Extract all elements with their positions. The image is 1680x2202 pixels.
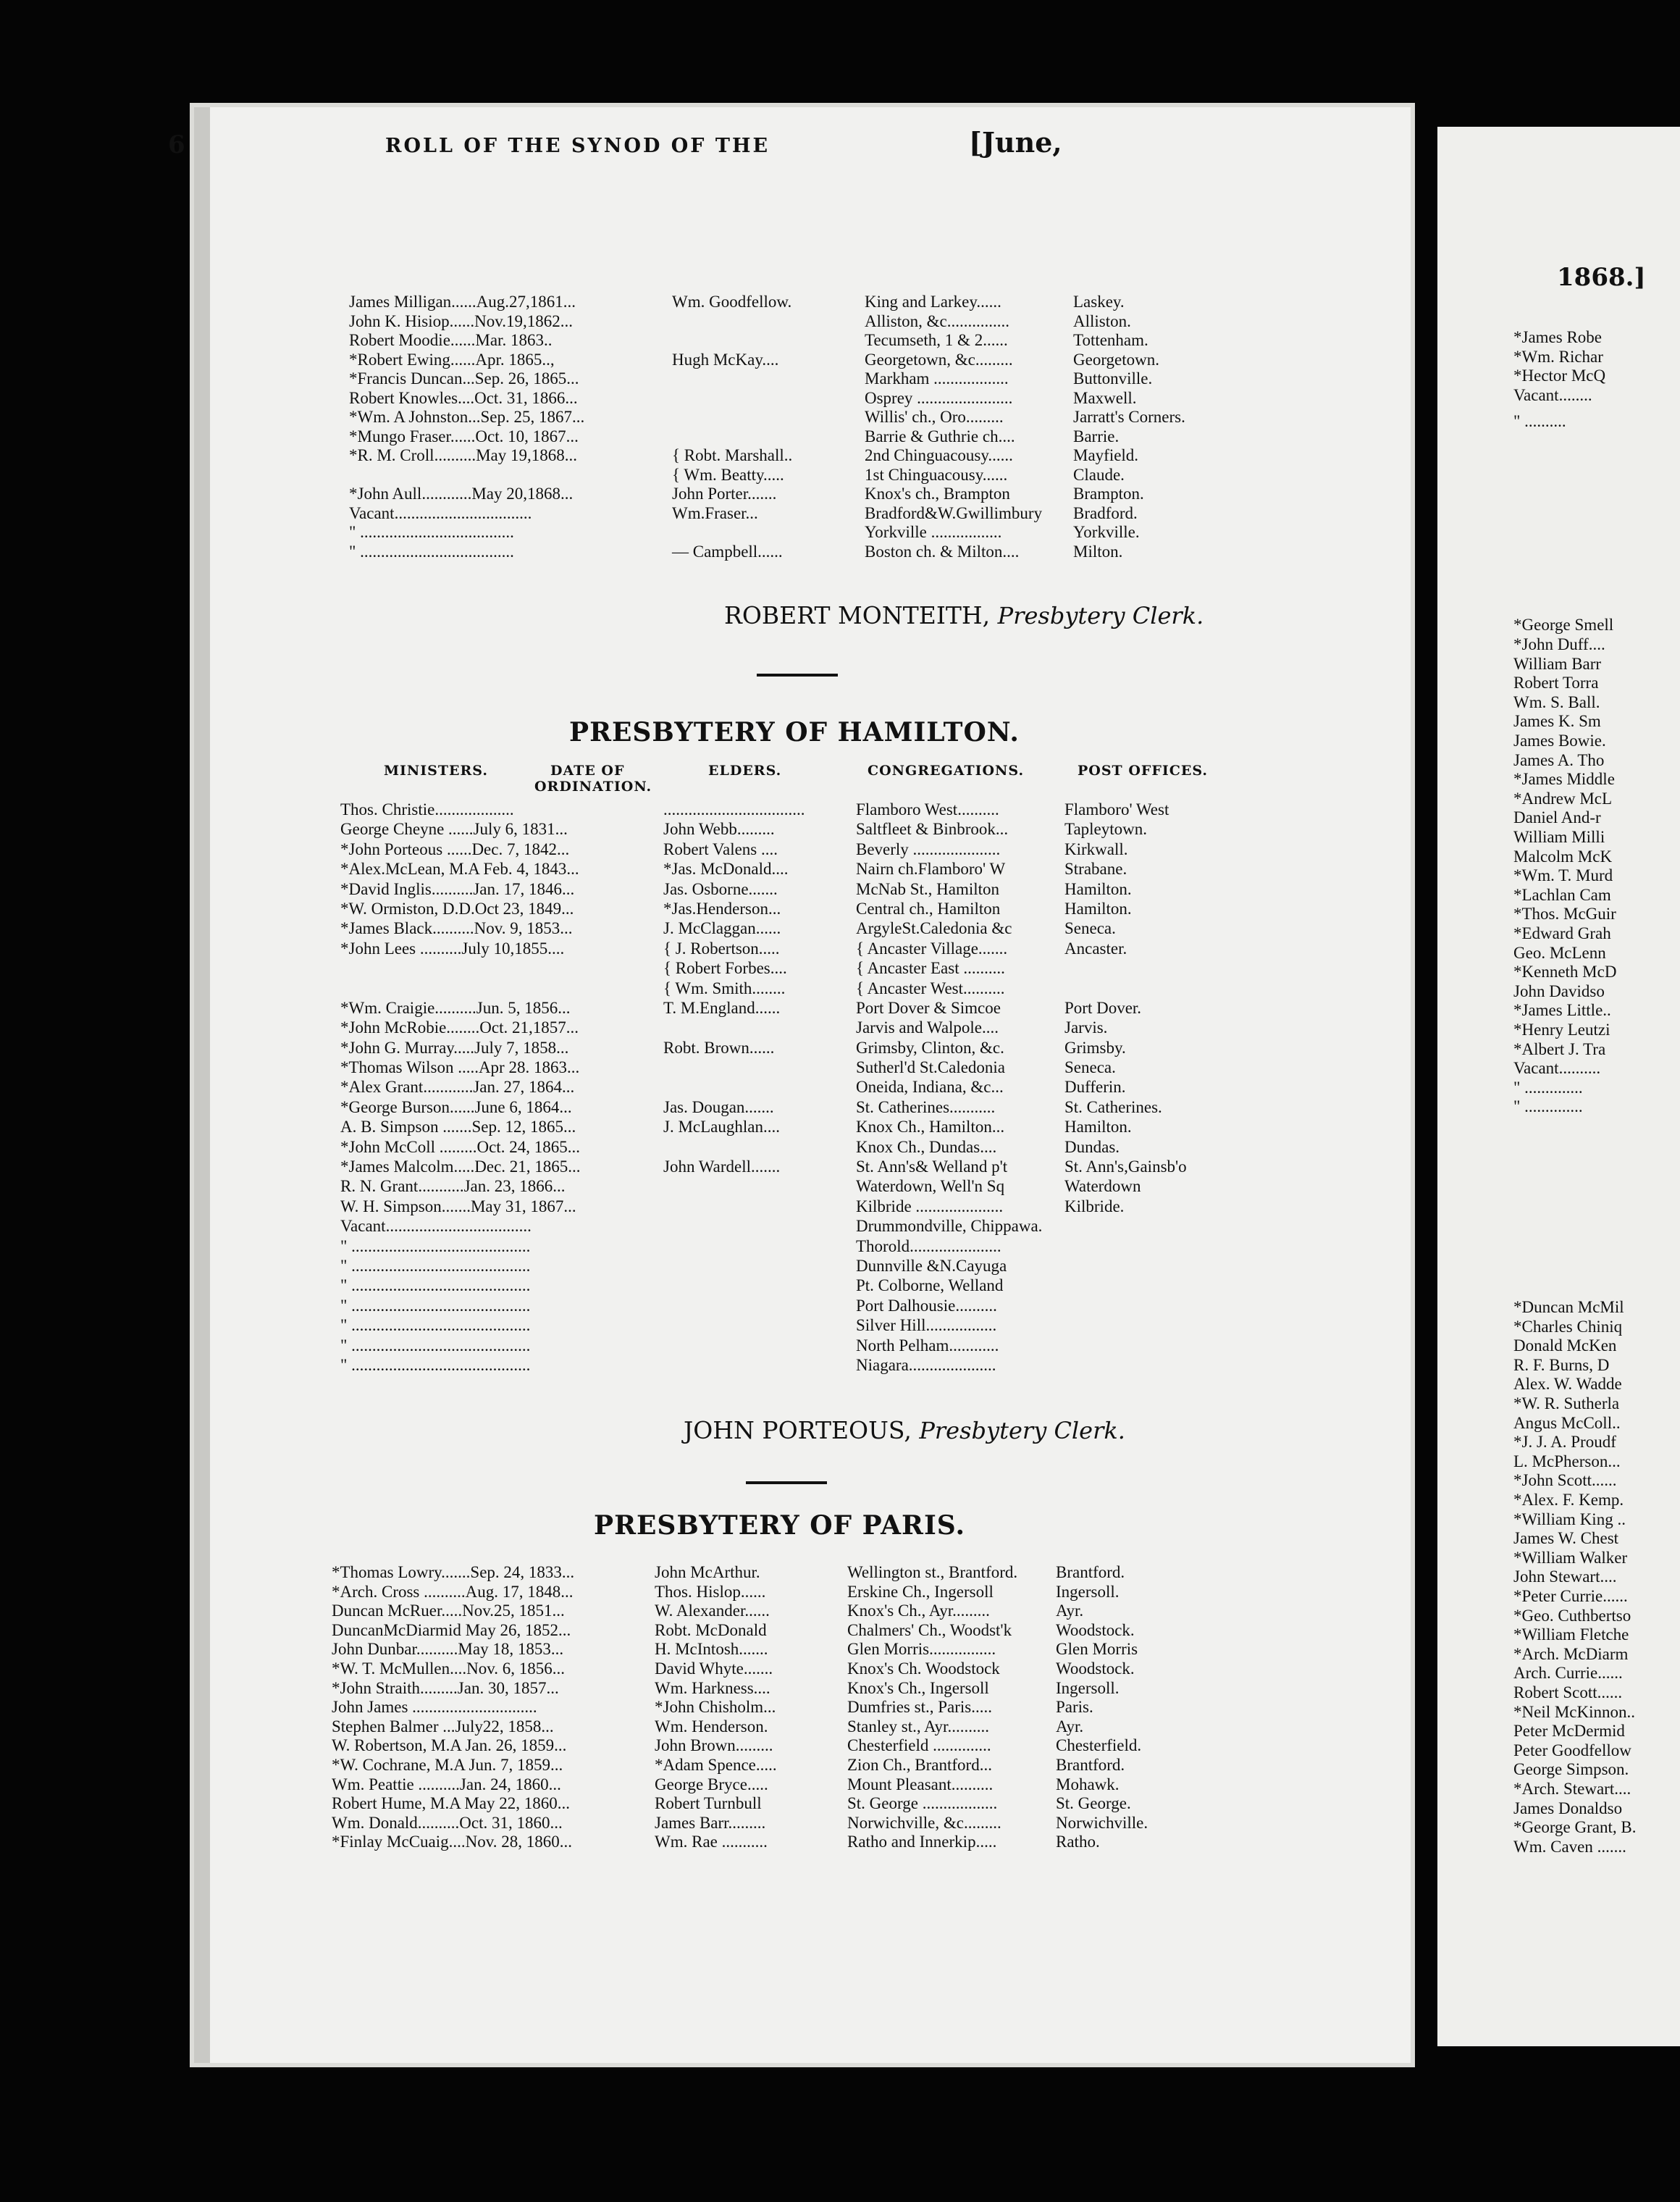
minister: *John McRobie........Oct. 21,1857... [340,1018,579,1037]
minister: Duncan McRuer.....Nov.25, 1851... [332,1602,565,1620]
minister: " ..................................... [349,523,514,541]
minister: *Mungo Fraser......Oct. 10, 1867... [349,427,579,445]
minister: *John Lees ..........July 10,1855.... [340,939,565,958]
minister: " ..................................... [349,542,514,561]
minister: *Arch. Cross ..........Aug. 17, 1848... [332,1582,574,1601]
minister: *John Porteous ......Dec. 7, 1842... [340,840,570,858]
post-office: Claude. [1073,465,1125,484]
congregation: Alliston, &c............... [865,311,1009,330]
congregation: Knox's Ch., Ingersoll [847,1678,989,1697]
post-office: Kilbride. [1064,1197,1125,1215]
post-office: St. George. [1056,1794,1131,1813]
post-office: Paris. [1056,1698,1093,1717]
col-elders: ELDERS. [708,763,782,779]
entry-text: *John Duff.... [1513,635,1605,653]
entry-text: John Davidso [1513,981,1605,1000]
post-office: Hamilton. [1064,879,1132,898]
elder: John Brown......... [655,1736,773,1755]
elder: Jas. Dougan....... [663,1097,774,1116]
right-page-header: 1868.] [1557,263,1646,292]
congregation: Wellington st., Brantford. [847,1563,1018,1581]
congregation: Knox's ch., Brampton [865,485,1010,503]
congregation: St. George .................. [847,1794,998,1813]
entry-text: *George Smell [1513,616,1614,635]
congregation: Niagara..................... [856,1355,996,1374]
post-office: Hamilton. [1064,1118,1132,1136]
entry-text: Daniel And-r [1513,808,1601,827]
entry-text: *Wm. T. Murd [1513,866,1613,885]
minister: John K. Hisiop......Nov.19,1862... [349,311,574,330]
entry-text: *John Scott...... [1513,1471,1617,1490]
post-office: Kirkwall. [1064,840,1128,858]
elder: *Jas.Henderson... [663,899,781,918]
elder: *John Chisholm... [655,1698,776,1717]
entry-text: Robert Torra [1513,674,1599,692]
page-gutter [194,107,210,2063]
congregation: Markham .................. [865,369,1009,388]
minister: *Finlay McCuaig....Nov. 28, 1860... [332,1833,572,1851]
entry-text: *James Middle [1513,770,1615,789]
post-office: Brampton. [1073,485,1144,503]
elder: John McArthur. [655,1563,760,1581]
post-office: St. Ann's,Gainsb'o [1064,1157,1187,1176]
elder: .................................. [663,800,805,819]
post-office: Buttonville. [1073,369,1153,388]
post-office: Grimsby. [1064,1038,1126,1057]
congregation: Chalmers' Ch., Woodst'k [847,1620,1012,1639]
congregation: Zion Ch., Brantford... [847,1755,992,1774]
entry-text: *Thos. McGuir [1513,905,1616,924]
congregation: St. Catherines........... [856,1097,996,1116]
col-date-2: ORDINATION. [534,779,652,795]
col-post-offices: POST OFFICES. [1078,763,1208,779]
congregation: Knox's Ch. Woodstock [847,1659,1000,1678]
post-office: Alliston. [1073,311,1131,330]
elder: John Wardell....... [663,1157,781,1176]
congregation: Barrie & Guthrie ch.... [865,427,1015,445]
entry-text: *Wm. Richar [1513,347,1603,366]
post-office: Brantford. [1056,1755,1125,1774]
entry-text: *J. J. A. Proudf [1513,1433,1616,1452]
entry-text: *Andrew McL [1513,789,1613,808]
elder: George Bryce..... [655,1775,768,1793]
congregation: Central ch., Hamilton [856,899,1001,918]
entry-text: *William Walker [1513,1548,1628,1567]
minister: " ........................................... [340,1296,531,1315]
elder: James Barr......... [655,1813,766,1832]
congregation: { Ancaster West.......... [856,979,1005,997]
congregation: Bradford&W.Gwillimbury [865,503,1043,522]
entry-text: Peter McDermid [1513,1722,1625,1741]
congregation: Chesterfield .............. [847,1736,991,1755]
minister: " ........................................... [340,1316,531,1335]
congregation: Waterdown, Well'n Sq [856,1177,1005,1196]
entry-text: *Edward Grah [1513,924,1611,942]
col-ministers: MINISTERS. [384,763,488,779]
post-office: Brantford. [1056,1563,1125,1581]
minister: *James Black..........Nov. 9, 1853... [340,919,573,938]
post-office: Ingersoll. [1056,1678,1120,1697]
post-office: Jarratt's Corners. [1073,408,1185,426]
elder: { Wm. Smith........ [663,979,786,997]
elder: J. McLaughlan.... [663,1118,780,1136]
post-office: Hamilton. [1064,899,1132,918]
minister: *Wm. A Johnston...Sep. 25, 1867... [349,408,585,426]
entry-text: *James Robe [1513,328,1603,346]
minister: " ........................................... [340,1336,531,1355]
minister: *W. Ormiston, D.D.Oct 23, 1849... [340,899,574,918]
congregation: Drummondville, Chippawa. [856,1217,1043,1236]
entry-text: William Milli [1513,828,1605,846]
entry-text: Robert Scott...... [1513,1683,1623,1701]
congregation: Yorkville ................. [865,523,1002,541]
post-office: Mayfield. [1073,446,1139,464]
entry-text: *George Grant, B. [1513,1818,1637,1837]
post-office: Flamboro' West [1064,800,1169,819]
entry-text: Wm. S. Ball. [1513,692,1600,711]
minister: Vacant................................. [349,503,532,522]
congregation: Mount Pleasant.......... [847,1775,994,1793]
entry-text: *William Fletche [1513,1625,1629,1644]
post-office: Barrie. [1073,427,1120,445]
book-page-right [1437,127,1680,2046]
entry-text: James K. Sm [1513,712,1601,731]
entry-text: " .......... [1513,411,1566,430]
minister: Vacant................................... [340,1217,532,1236]
entry-text: James Bowie. [1513,732,1606,750]
entry-text: *Hector McQ [1513,367,1606,385]
entry-text: " .............. [1513,1078,1583,1097]
congregation: McNab St., Hamilton [856,879,1000,898]
elder: W. Alexander...... [655,1602,770,1620]
congregation: Norwichville, &c......... [847,1813,1001,1832]
congregation: 2nd Chinguacousy...... [865,446,1013,464]
entry-text: *Alex. F. Kemp. [1513,1491,1624,1509]
congregation: Flamboro West.......... [856,800,999,819]
minister: Thos. Christie................... [340,800,514,819]
entry-text: *Peter Currie...... [1513,1587,1628,1605]
minister: *John Aull............May 20,1868... [349,485,574,503]
congregation: Glen Morris................ [847,1640,996,1659]
congregation: Saltfleet & Binbrook... [856,820,1009,839]
minister: John James .............................. [332,1698,537,1717]
entry-text: R. F. Burns, D [1513,1355,1610,1374]
minister: *R. M. Croll..........May 19,1868... [349,446,577,464]
entry-text: *Arch. McDiarm [1513,1644,1629,1663]
minister: *John G. Murray.....July 7, 1858... [340,1038,569,1057]
section-rule [757,674,838,677]
entry-text: *Duncan McMil [1513,1298,1624,1316]
elder: — Campbell...... [672,542,783,561]
entry-text: *Henry Leutzi [1513,1021,1610,1039]
entry-text: Peter Goodfellow [1513,1741,1631,1759]
page-number: 6 [168,130,185,159]
congregation: Willis' ch., Oro......... [865,408,1004,426]
running-month: [June, [969,126,1062,159]
post-office: St. Catherines. [1064,1097,1162,1116]
minister: George Cheyne ......July 6, 1831... [340,820,568,839]
minister: R. N. Grant...........Jan. 23, 1866... [340,1177,566,1196]
post-office: Maxwell. [1073,388,1137,407]
entry-text: Vacant........ [1513,385,1592,404]
congregation: Knox Ch., Hamilton... [856,1118,1005,1136]
minister: Stephen Balmer ...July22, 1858... [332,1717,554,1736]
elder: J. McClaggan...... [663,919,781,938]
post-office: Ayr. [1056,1602,1084,1620]
entry-text: *William King .. [1513,1510,1626,1528]
elder: { Robt. Marshall.. [672,446,793,464]
clerk-signature-hamilton [684,1416,1125,1444]
post-office: Seneca. [1064,1058,1116,1077]
hamilton-heading: PRESBYTERY OF HAMILTON. [569,717,1020,748]
congregation: { Ancaster Village....... [856,939,1008,958]
entry-text: *Arch. Stewart.... [1513,1780,1631,1798]
elder: Wm.Fraser... [672,503,758,522]
post-office: Woodstock. [1056,1659,1135,1678]
entry-text: Donald McKen [1513,1336,1617,1355]
congregation: Thorold...................... [856,1236,1001,1255]
congregation: Stanley st., Ayr.......... [847,1717,989,1736]
elder: Robt. McDonald [655,1620,767,1639]
minister: *Alex.McLean, M.A Feb. 4, 1843... [340,860,579,879]
minister: Robert Knowles....Oct. 31, 1866... [349,388,578,407]
congregation: Port Dover & Simcoe [856,998,1001,1017]
entry-text: James Donaldso [1513,1799,1623,1817]
post-office: Seneca. [1064,919,1116,938]
congregation: North Pelham............ [856,1336,999,1355]
congregation: Beverly ..................... [856,840,1001,858]
elder: T. M.England...... [663,998,781,1017]
minister: *Robert Ewing......Apr. 1865.., [349,350,555,369]
column-headers [0,763,1680,806]
entry-text: James W. Chest [1513,1529,1619,1548]
entry-text: Geo. McLenn [1513,943,1606,962]
clerk-title: Presbytery Clerk. [919,1417,1125,1444]
minister: John Dunbar..........May 18, 1853... [332,1640,564,1659]
post-office: Tottenham. [1073,331,1148,349]
elder: Robert Valens .... [663,840,778,858]
entry-text: *James Little.. [1513,1001,1611,1020]
post-office: Chesterfield. [1056,1736,1142,1755]
paris-heading: PRESBYTERY OF PARIS. [594,1510,966,1541]
congregation: King and Larkey...... [865,293,1001,311]
minister: *David Inglis..........Jan. 17, 1846... [340,879,575,898]
clerk-name: JOHN PORTEOUS, [684,1416,912,1444]
post-office: Strabane. [1064,860,1127,879]
entry-text: *Charles Chiniq [1513,1317,1623,1336]
entry-text: Malcolm McK [1513,847,1613,866]
minister: " ........................................... [340,1256,531,1275]
elder: John Porter....... [672,485,777,503]
elder: David Whyte....... [655,1659,773,1678]
elder: Robert Turnbull [655,1794,762,1813]
post-office: Mohawk. [1056,1775,1120,1793]
clerk-title: Presbytery Clerk. [997,602,1204,629]
congregation: 1st Chinguacousy...... [865,465,1008,484]
congregation: Kilbride ..................... [856,1197,1004,1215]
running-header [0,126,1680,174]
post-office: Ancaster. [1064,939,1127,958]
entry-text: *Geo. Cuthbertso [1513,1606,1631,1625]
post-office: Dufferin. [1064,1078,1126,1097]
congregation: Nairn ch.Flamboro' W [856,860,1006,879]
congregation: Dumfries st., Paris..... [847,1698,992,1717]
elder: *Adam Spence..... [655,1755,777,1774]
minister: *W. T. McMullen....Nov. 6, 1856... [332,1659,565,1678]
running-title: ROLL OF THE SYNOD OF THE [385,135,770,157]
congregation: Boston ch. & Milton.... [865,542,1020,561]
congregation: Pt. Colborne, Welland [856,1276,1004,1295]
minister: *W. Cochrane, M.A Jun. 7, 1859... [332,1755,563,1774]
entry-text: William Barr [1513,654,1602,673]
entry-text: Arch. Currie...... [1513,1664,1623,1683]
congregation: Sutherl'd St.Caledonia [856,1058,1006,1077]
entry-text: *Lachlan Cam [1513,885,1611,904]
minister: " ........................................... [340,1355,531,1374]
entry-text: *Neil McKinnon.. [1513,1702,1636,1721]
elder: Wm. Harkness.... [655,1678,770,1697]
congregation: Knox's Ch., Ayr......... [847,1602,990,1620]
minister: *John Straith.........Jan. 30, 1857... [332,1678,559,1697]
entry-text: Alex. W. Wadde [1513,1375,1622,1394]
col-congregations: CONGREGATIONS. [868,763,1025,779]
congregation: Osprey ....................... [865,388,1013,407]
post-office: Norwichville. [1056,1813,1148,1832]
elder: { Robert Forbes.... [663,959,787,978]
post-office: Georgetown. [1073,350,1160,369]
congregation: { Ancaster East .......... [856,959,1005,978]
post-office: Tapleytown. [1064,820,1148,839]
entry-text: Angus McColl.. [1513,1413,1621,1432]
congregation: St. Ann's& Welland p't [856,1157,1008,1176]
minister: W. H. Simpson.......May 31, 1867... [340,1197,576,1215]
section-rule [746,1481,827,1484]
post-office: Ratho. [1056,1833,1100,1851]
congregation: ArgyleSt.Caledonia &c [856,919,1012,938]
minister: James Milligan......Aug.27,1861... [349,293,576,311]
elder: Wm. Henderson. [655,1717,768,1736]
entry-text: *Albert J. Tra [1513,1039,1606,1058]
minister: " ........................................... [340,1276,531,1295]
congregation: Oneida, Indiana, &c... [856,1078,1004,1097]
post-office: Ingersoll. [1056,1582,1120,1601]
elder: Thos. Hislop...... [655,1582,766,1601]
congregation: Silver Hill................. [856,1316,997,1335]
minister: *Thomas Lowry.......Sep. 24, 1833... [332,1563,575,1581]
elder: Wm. Rae ........... [655,1833,768,1851]
minister: Wm. Donald..........Oct. 31, 1860... [332,1813,563,1832]
entry-text: *Kenneth McD [1513,963,1617,981]
entry-text: James A. Tho [1513,750,1605,769]
entry-text: Wm. Caven ....... [1513,1837,1626,1856]
post-office: Milton. [1073,542,1123,561]
elder: { Wm. Beatty..... [672,465,784,484]
minister: *John McColl .........Oct. 24, 1865... [340,1137,580,1156]
clerk-signature-top [724,601,1204,629]
post-office: Port Dover. [1064,998,1142,1017]
clerk-name: ROBERT MONTEITH, [724,601,991,629]
post-office: Glen Morris [1056,1640,1138,1659]
congregation: Georgetown, &c......... [865,350,1013,369]
minister: W. Robertson, M.A Jan. 26, 1859... [332,1736,567,1755]
congregation: Port Dalhousie.......... [856,1296,997,1315]
col-date-1: DATE OF [550,763,625,779]
congregation: Ratho and Innerkip..... [847,1833,997,1851]
minister: *Francis Duncan...Sep. 26, 1865... [349,369,579,388]
post-office: Woodstock. [1056,1620,1135,1639]
post-office: Bradford. [1073,503,1138,522]
post-office: Yorkville. [1073,523,1140,541]
elder: John Webb......... [663,820,775,839]
elder: { J. Robertson..... [663,939,780,958]
post-office: Ayr. [1056,1717,1084,1736]
entry-text: Vacant.......... [1513,1059,1601,1078]
congregation: Erskine Ch., Ingersoll [847,1582,994,1601]
entry-text: John Stewart.... [1513,1567,1617,1586]
congregation: Jarvis and Walpole.... [856,1018,999,1037]
minister: *Wm. Craigie..........Jun. 5, 1856... [340,998,571,1017]
entry-text: L. McPherson... [1513,1452,1621,1470]
minister: Robert Hume, M.A May 22, 1860... [332,1794,571,1813]
congregation: Dunnville &N.Cayuga [856,1256,1007,1275]
entry-text: " .............. [1513,1097,1583,1116]
elder: Robt. Brown...... [663,1038,775,1057]
elder: *Jas. McDonald.... [663,860,789,879]
minister: *George Burson......June 6, 1864... [340,1097,572,1116]
post-office: Jarvis. [1064,1018,1108,1037]
minister: Wm. Peattie ..........Jan. 24, 1860... [332,1775,561,1793]
minister: *James Malcolm.....Dec. 21, 1865... [340,1157,581,1176]
minister: Robert Moodie......Mar. 1863.. [349,331,553,349]
congregation: Grimsby, Clinton, &c. [856,1038,1004,1057]
post-office: Laskey. [1073,293,1125,311]
post-office: Waterdown [1064,1177,1141,1196]
post-office: Dundas. [1064,1137,1120,1156]
minister: DuncanMcDiarmid May 26, 1852... [332,1620,571,1639]
entry-text: George Simpson. [1513,1760,1629,1779]
elder: Wm. Goodfellow. [672,293,792,311]
elder: Jas. Osborne....... [663,879,778,898]
minister: *Thomas Wilson .....Apr 28. 1863... [340,1058,580,1077]
minister: A. B. Simpson .......Sep. 12, 1865... [340,1118,576,1136]
minister: " ........................................... [340,1236,531,1255]
entry-text: *W. R. Sutherla [1513,1394,1620,1412]
congregation: Tecumseth, 1 & 2...... [865,331,1008,349]
congregation: Knox Ch., Dundas.... [856,1137,997,1156]
minister: *Alex Grant............Jan. 27, 1864... [340,1078,575,1097]
elder: H. McIntosh....... [655,1640,768,1659]
elder: Hugh McKay.... [672,350,779,369]
